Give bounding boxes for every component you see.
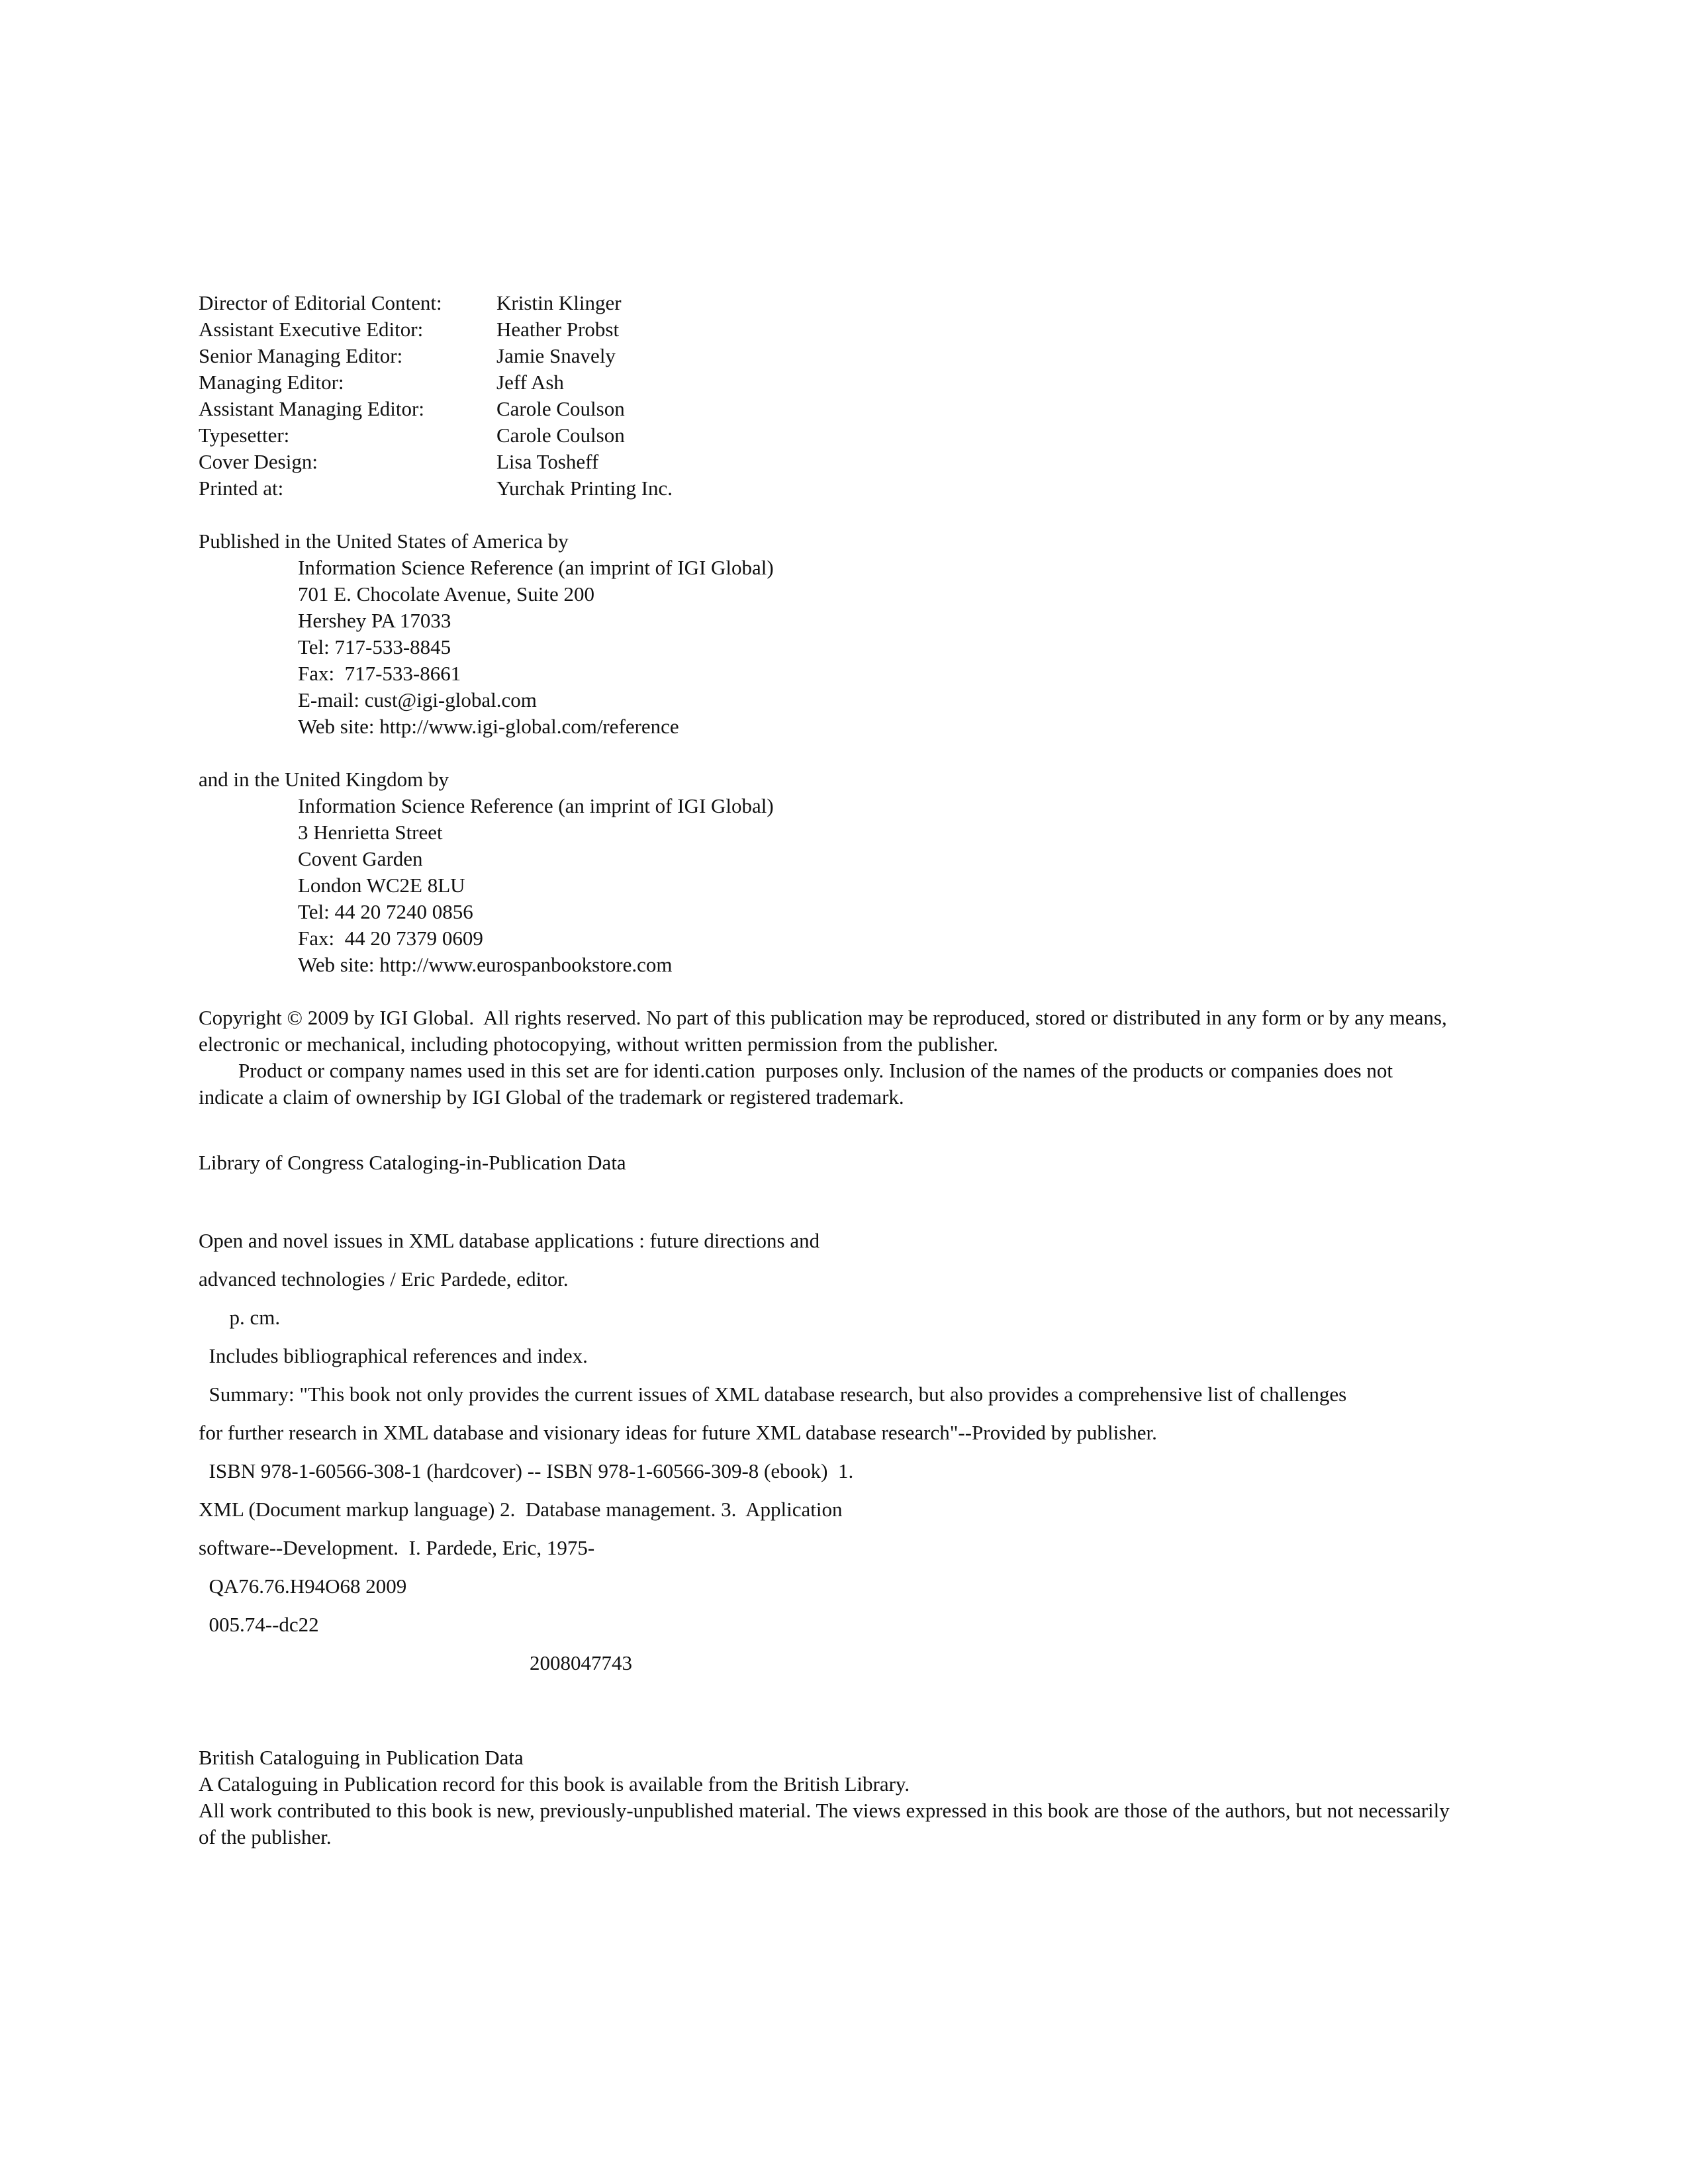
cip-line: QA76.76.H94O68 2009	[199, 1574, 407, 1598]
staff-role: Director of Editorial Content:	[199, 291, 442, 314]
staff-role: Managing Editor:	[199, 371, 344, 394]
copyright-notice	[199, 1005, 1450, 1111]
staff-name: Heather Probst	[496, 318, 620, 341]
loc-heading-block	[199, 1150, 626, 1176]
publisher-us-line: Fax: 717-533-8661	[298, 662, 461, 685]
staff-row	[199, 475, 1456, 502]
trademark-paragraph: Product or company names used in this set are for identi.cation purposes only. Inclusion of the names of the products or companies does not indicate a claim of ownership by IGI Global of the trademark or registered trademark.	[199, 1059, 1398, 1109]
publisher-us-line: 701 E. Chocolate Avenue, Suite 200	[298, 582, 594, 606]
publisher-uk-block	[199, 766, 774, 978]
staff-role: Assistant Executive Editor:	[199, 318, 424, 341]
publisher-us-line: Tel: 717-533-8845	[298, 635, 451, 659]
editorial-staff-list	[199, 290, 1456, 502]
copyright-paragraph: Copyright © 2009 by IGI Global. All rights reserved. No part of this publication may be reproduced, stored or distributed in any form or by any means, electronic or mechanical, including photocopying, without written permission from the publisher.	[199, 1006, 1452, 1056]
staff-row	[199, 422, 1456, 449]
cip-line: software--Development. I. Pardede, Eric, 1975-	[199, 1536, 595, 1559]
publisher-uk-line: Web site: http://www.eurospanbookstore.com	[298, 953, 673, 976]
staff-role: Cover Design:	[199, 450, 318, 473]
publisher-us-line: Information Science Reference (an imprint of IGI Global)	[298, 556, 774, 579]
staff-name: Yurchak Printing Inc.	[496, 477, 673, 500]
publisher-uk-line: Covent Garden	[298, 847, 423, 870]
cip-line: 005.74--dc22	[199, 1613, 319, 1636]
staff-name: Jeff Ash	[496, 371, 564, 394]
staff-role: Typesetter:	[199, 424, 290, 447]
cip-line: for further research in XML database and visionary ideas for future XML database research"--Provided by publisher.	[199, 1421, 1157, 1444]
staff-row	[199, 449, 1456, 475]
publisher-us-line: Hershey PA 17033	[298, 609, 451, 632]
staff-row	[199, 396, 1456, 422]
publisher-uk-line: Information Science Reference (an imprint of IGI Global)	[298, 794, 774, 817]
british-cip-block	[199, 1745, 910, 1797]
lccn: 2008047743	[530, 1651, 632, 1674]
staff-row	[199, 343, 1456, 369]
cip-line: advanced technologies / Eric Pardede, editor.	[199, 1267, 569, 1291]
cip-line: XML (Document markup language) 2. Database management. 3. Application	[199, 1498, 843, 1521]
publisher-us-heading: Published in the United States of America by	[199, 529, 569, 553]
staff-name: Kristin Klinger	[496, 291, 622, 314]
cip-line: ISBN 978-1-60566-308-1 (hardcover) -- ISBN 978-1-60566-309-8 (ebook) 1.	[199, 1459, 854, 1482]
disclaimer-block	[199, 1797, 1450, 1850]
staff-row	[199, 316, 1456, 343]
disclaimer-paragraph: All work contributed to this book is new, previously-unpublished material. The views expressed in this book are those of the authors, but not necessarily of the publisher.	[199, 1799, 1450, 1848]
publisher-us-block	[199, 528, 774, 740]
cip-line: Summary: "This book not only provides the current issues of XML database research, but also provides a comprehensive list of challenges	[199, 1383, 1347, 1406]
cip-line: Open and novel issues in XML database applications : future directions and	[199, 1229, 820, 1252]
publisher-uk-line: Tel: 44 20 7240 0856	[298, 900, 473, 923]
staff-role: Printed at:	[199, 477, 284, 500]
publisher-us-line: Web site: http://www.igi-global.com/reference	[298, 715, 679, 738]
british-cip-heading: British Cataloguing in Publication Data	[199, 1746, 524, 1769]
cip-line: Includes bibliographical references and index.	[199, 1344, 588, 1367]
publisher-uk-line: London WC2E 8LU	[298, 874, 465, 897]
british-cip-line: A Cataloguing in Publication record for this book is available from the British Library.	[199, 1772, 910, 1796]
cip-record	[199, 1222, 1456, 1682]
publisher-uk-line: 3 Henrietta Street	[298, 821, 443, 844]
staff-row	[199, 290, 1456, 316]
staff-name: Carole Coulson	[496, 397, 625, 420]
loc-heading: Library of Congress Cataloging-in-Publication Data	[199, 1151, 626, 1174]
cip-line: p. cm.	[199, 1306, 281, 1329]
publisher-uk-line: Fax: 44 20 7379 0609	[298, 927, 483, 950]
staff-role: Assistant Managing Editor:	[199, 397, 424, 420]
staff-row	[199, 369, 1456, 396]
staff-role: Senior Managing Editor:	[199, 344, 403, 367]
publisher-uk-heading: and in the United Kingdom by	[199, 768, 449, 791]
staff-name: Jamie Snavely	[496, 344, 616, 367]
publisher-us-line: E-mail: cust@igi-global.com	[298, 688, 537, 711]
staff-name: Carole Coulson	[496, 424, 625, 447]
staff-name: Lisa Tosheff	[496, 450, 599, 473]
